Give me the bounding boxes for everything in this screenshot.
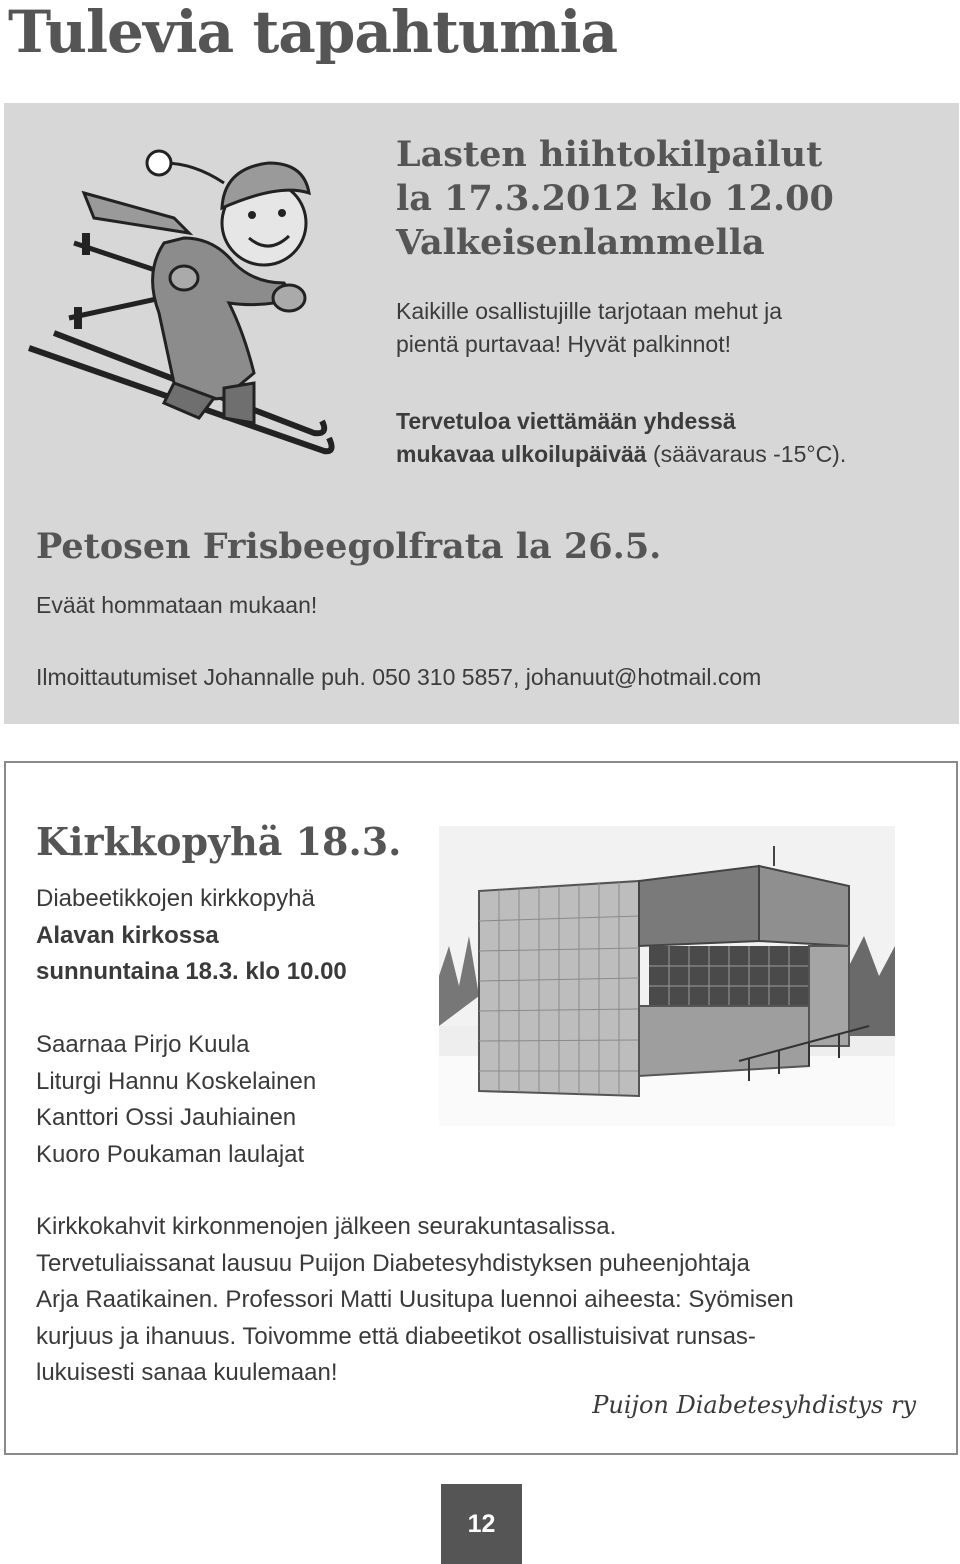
page-title: Tulevia tapahtumia: [8, 0, 618, 66]
church-event-info: [36, 1209, 916, 1392]
info-line: kurjuus ja ihanuus. Toivomme että diabeetikot osallistuisivat runsas-: [36, 1322, 756, 1350]
page-number: 12: [467, 1509, 496, 1538]
ski-event-date-line: la 17.3.2012 klo 12.00: [396, 178, 834, 219]
ski-event-description: [396, 295, 916, 361]
info-line: Arja Raatikainen. Professori Matti Uusitupa luennoi aiheesta: Syömisen: [36, 1286, 794, 1313]
ski-welcome-rest: (säävaraus -15°C).: [646, 441, 847, 467]
ski-event-welcome: [396, 405, 936, 471]
ski-desc-line: pientä purtavaa! Hyvät palkinnot!: [396, 331, 731, 357]
ski-event-title: [396, 133, 834, 265]
organizer-signature: Puijon Diabetesyhdistys ry: [592, 1391, 916, 1419]
ski-desc-line: Kaikille osallistujille tarjotaan mehut ja: [396, 298, 783, 324]
participant-item: Liturgi Hannu Koskelainen: [36, 1067, 317, 1095]
registration-contact: Ilmoittautumiset Johannalle puh. 050 310 5857, johanuut@hotmail.com: [36, 664, 762, 690]
child-skier-illustration: [24, 133, 354, 463]
frisbee-event-title: Petosen Frisbeegolfrata la 26.5.: [36, 526, 662, 567]
outdoor-events-panel: [4, 103, 959, 724]
church-event-intro: [36, 881, 347, 991]
frisbee-event-note: Eväät hommataan mukaan!: [36, 592, 318, 618]
ski-event-title-line: Lasten hiihtokilpailut: [396, 134, 823, 175]
church-event-title: Kirkkopyhä 18.3.: [36, 819, 402, 864]
info-line: Kirkkokahvit kirkonmenojen jälkeen seurakuntasalissa.: [36, 1213, 617, 1240]
church-participants: [36, 1027, 316, 1173]
church-photo: [439, 826, 895, 1126]
church-intro-line: Diabeetikkojen kirkkopyhä: [36, 885, 315, 912]
participant-item: Saarnaa Pirjo Kuula: [36, 1031, 250, 1058]
participant-item: Kuoro Poukaman laulajat: [36, 1140, 305, 1168]
participant-item: Kanttori Ossi Jauhiainen: [36, 1104, 297, 1131]
page-number-badge: [441, 1484, 522, 1564]
ski-event-location-line: Valkeisenlammella: [396, 222, 765, 263]
ski-welcome-line: Tervetuloa viettämään yhdessä: [396, 408, 736, 434]
ski-welcome-bold: mukavaa ulkoilupäivää: [396, 441, 647, 467]
church-time: sunnuntaina 18.3. klo 10.00: [36, 958, 347, 985]
church-location: Alavan kirkossa: [36, 921, 219, 949]
info-line: Tervetuliaissanat lausuu Puijon Diabetesyhdistyksen puheenjohtaja: [36, 1249, 750, 1277]
info-line: lukuisesti sanaa kuulemaan!: [36, 1359, 338, 1386]
church-event-panel: [4, 761, 958, 1455]
